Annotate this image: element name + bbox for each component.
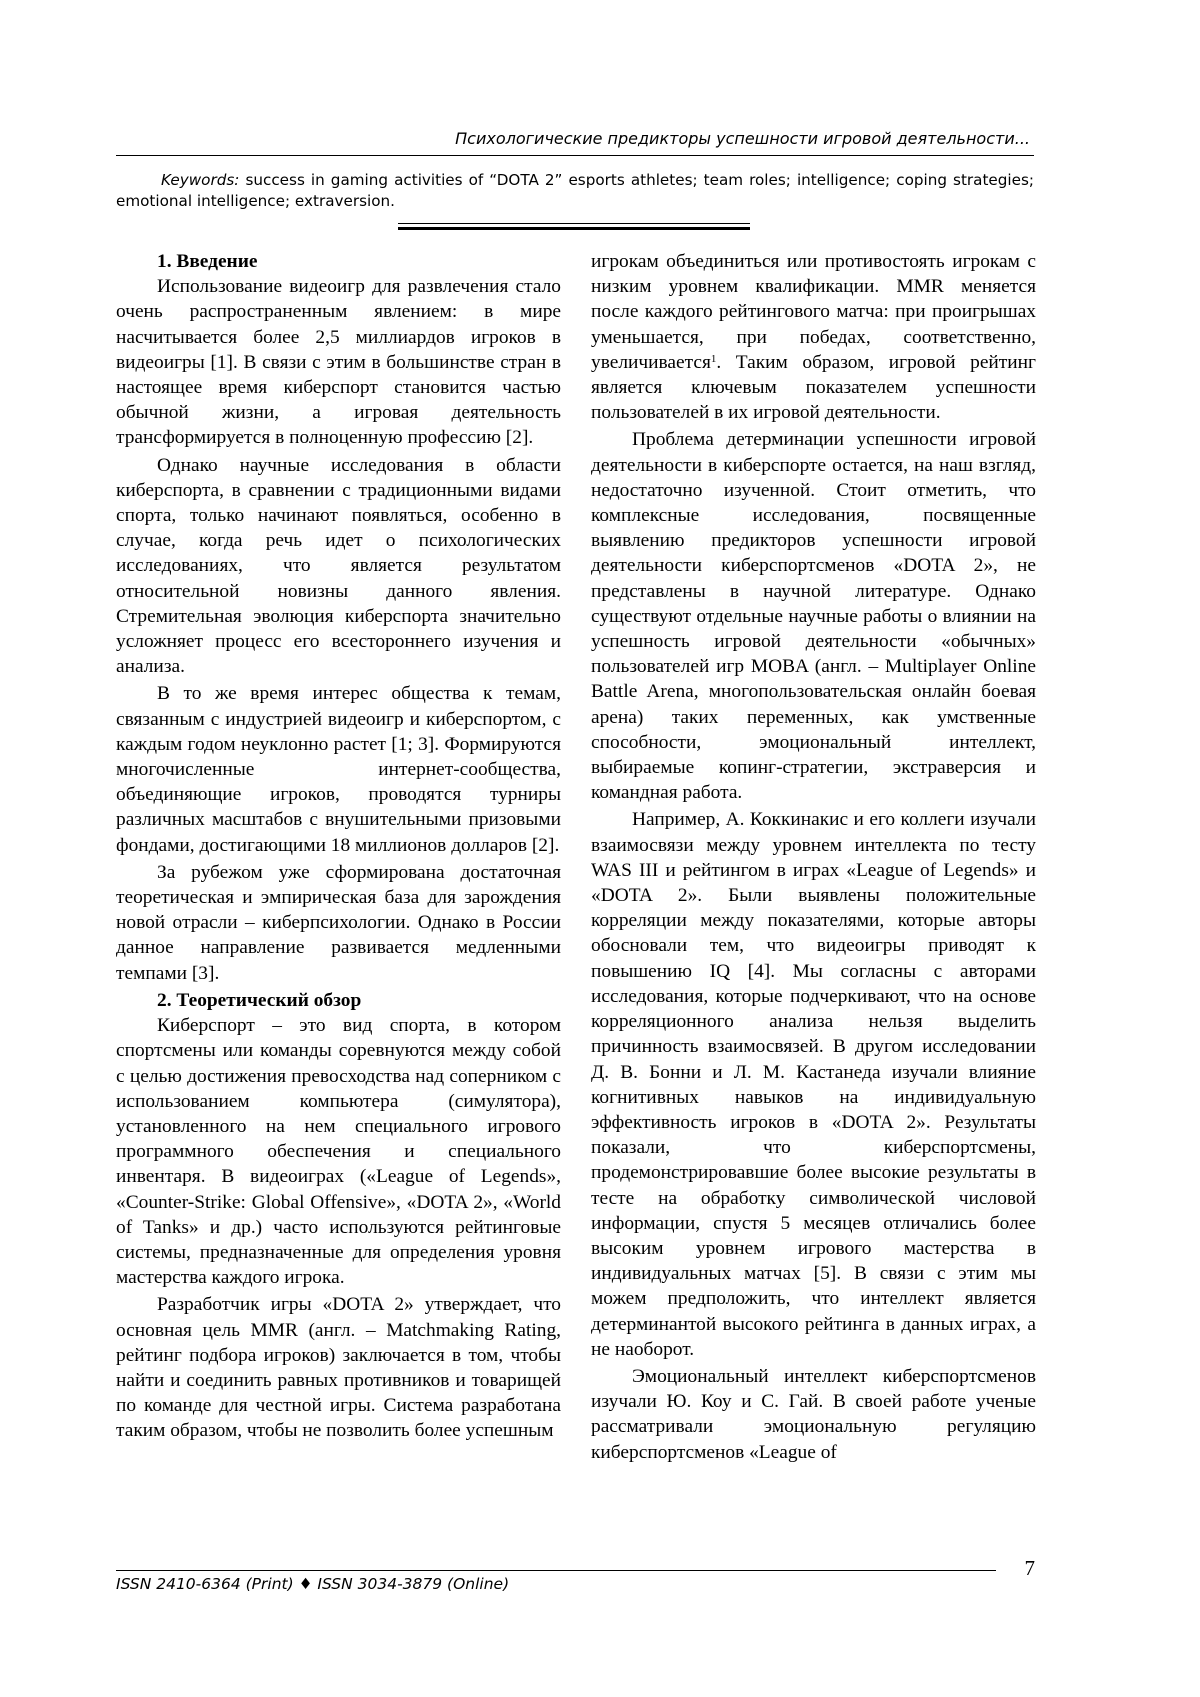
paragraph: В то же время интерес общества к темам, связанным с индустрией видеоигр и киберспортом, с каждым годом неуклонно растет [1; 3]. Формируются многочисленные интернет-сообщества, объединяющие игроков, проводятся турниры различных масштабов с внушительными призовыми фондами, достигающими 18 миллионов долларов [2].: [116, 683, 561, 856]
paragraph-continued: игрокам объединиться или противостоять игрокам с низким уровнем квалификации. MMR меняется после каждого рейтингового матча: при проигрышах уменьшается, при победах, соответственно, увеличивается$^1$. Таким образом, игровой рейтинг является ключевым показателем успешности пользователей в их игровой деятельности.: [591, 251, 1036, 424]
paragraph: Разработчик игры «DOTA 2» утверждает, что основная цель MMR (англ. – Matchmaking Rating, рейтинг подбора игроков) заключается в том, чтобы найти и соединить равных противников и товарищей по команде для честной игры. Система разработана таким образом, чтобы не позволить более успешным: [116, 1294, 561, 1442]
section-divider: [398, 223, 750, 230]
paragraph: Например, А. Коккинакис и его коллеги изучали взаимосвязи между уровнем интеллекта по тесту WAS III и рейтингом в играх «League of Legends» и «DOTA 2». Были выявлены положительные корреляции между показателями, которые авторы обосновали тем, что видеоигры приводят к повышению IQ [4]. Мы согласны с авторами исследования, которые подчеркивают, что на основе корреляционного анализа нельзя выделить причинность взаимосвязей. В другом исследовании Д. В. Бонни и Л. М. Кастанеда изучали влияние когнитивных навыков на индивидуальную эффективность игроков в «DOTA 2». Результаты показали, что киберспортсмены, продемонстрировавшие более высокие результаты в тесте на обработку символической числовой информации, спустя 5 месяцев отличались более высоким уровнем игрового мастерства в индивидуальных матчах [5]. В связи с этим мы можем предположить, что интеллект является детерминантой высокого рейтинга в данных играх, а не наоборот.: [591, 809, 1036, 1360]
paragraph: За рубежом уже сформирована достаточная теоретическая и эмпирическая база для зарождения новой отрасли – киберпсихологии. Однако в России данное направление развивается медленными темпами [3].: [116, 861, 561, 984]
header-rule: [116, 155, 1034, 156]
paragraph: Использование видеоигр для развлечения стало очень распространенным явлением: в мире насчитывается более 2,5 миллиардов игроков в видеоигры [1]. В связи с этим в большинстве стран в настоящее время киберспорт становится частью обычной жизни, а игровая деятельность трансформируется в полноценную профессию [2].: [116, 276, 561, 449]
heading-theoretical-review: 2. Теоретический обзор: [157, 989, 362, 1011]
keywords-label: Keywords:: [161, 171, 240, 189]
issn-line: ISSN 2410-6364 (Print) ♦ ISSN 3034-3879 (Online): [116, 1575, 510, 1593]
footnote-mark[interactable]: 1: [710, 352, 717, 365]
paragraph: Однако научные исследования в области киберспорта, в сравнении с традиционными видами спорта, только начинают появляться, особенно в случае, когда речь идет о психологических исследованиях, что является результатом относительной новизны данного явления. Стремительная эволюция киберспорта значительно усложняет процесс его всестороннего изучения и анализа.: [116, 454, 561, 678]
paragraph: Эмоциональный интеллект киберспортсменов изучали Ю. Коу и С. Гай. В своей работе ученые рассматривали эмоциональную регуляцию киберспортсменов «League of: [591, 1365, 1036, 1463]
paragraph: Проблема детерминации успешности игровой деятельности в киберспорте остается, на наш взгляд, недостаточно изученной. Стоит отметить, что комплексные исследования, посвященные выявлению предикторов успешности игровой деятельности киберспортсменов «DOTA 2», не представлены в научной литературе. Однако существуют отдельные научные работы о влиянии на успешность игровой деятельности «обычных» пользователей игр MOBA (англ. – Multiplayer Online Battle Arena, многопользовательская онлайн боевая арена) таких переменных, как умственные способности, эмоциональный интеллект, выбираемые копинг-стратегии, экстраверсия и командная работа.: [591, 429, 1036, 804]
keywords: [116, 170, 1034, 212]
footer-rule: [116, 1570, 996, 1571]
left-column: [116, 249, 561, 1446]
paragraph: Киберспорт – это вид спорта, в котором спортсмены или команды соревнуются между собой с целью достижения превосходства над соперником с использованием компьютера (симулятора), установленного на нем специального игрового программного обеспечения и специального инвентаря. В видеоиграх («League of Legends», «Counter-Strike: Global Offensive», «DOTA 2», «World of Tanks» и др.) часто используются рейтинговые системы, предназначенные для определения уровня мастерства каждого игрока.: [116, 1015, 561, 1289]
heading-introduction: 1. Введение: [157, 251, 258, 272]
right-column: [591, 249, 1036, 1467]
page-number: 7: [1024, 1556, 1035, 1580]
running-title: Психологические предикторы успешности игровой деятельности...: [455, 129, 1030, 148]
keywords-text: success in gaming activities of “DOTA 2” esports athletes; team roles; intelligence; coping strategies; emotional intelligence; extraversion.: [116, 171, 1034, 210]
